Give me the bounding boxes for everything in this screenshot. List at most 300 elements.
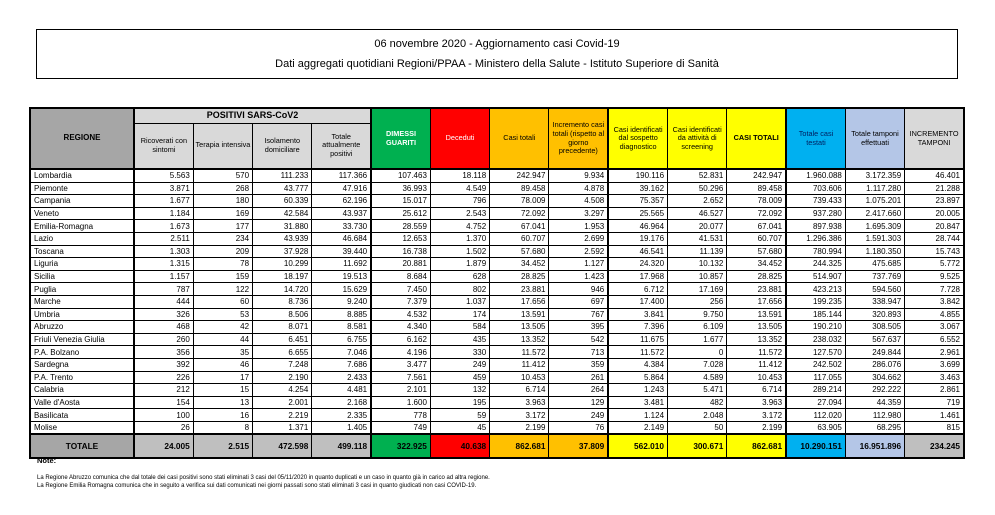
data-cell: 42 (193, 321, 252, 334)
data-cell: 3.172 (490, 409, 549, 422)
data-cell: 34.452 (490, 258, 549, 271)
data-cell: 260 (134, 333, 193, 346)
data-cell: 45 (430, 421, 489, 434)
data-cell: 28.744 (905, 232, 964, 245)
data-cell: 1.371 (253, 421, 312, 434)
data-cell: 28.825 (490, 270, 549, 283)
data-cell: 63.905 (786, 421, 845, 434)
column-header-casi-totali-caps: CASI TOTALI (727, 108, 786, 169)
column-header-casi-sospetto-diagnostico: Casi identificati dal sospetto diagnostico (608, 108, 667, 169)
total-cell: 234.245 (905, 434, 964, 458)
covid-data-table (29, 107, 965, 459)
data-cell: 111.233 (253, 169, 312, 182)
data-cell: 59 (430, 409, 489, 422)
data-cell: 1.037 (430, 295, 489, 308)
total-cell: 24.005 (134, 434, 193, 458)
data-cell: 2.219 (253, 409, 312, 422)
data-cell: 749 (371, 421, 430, 434)
data-cell: 122 (193, 283, 252, 296)
data-cell: 3.481 (608, 396, 667, 409)
total-cell: 862.681 (727, 434, 786, 458)
data-cell: 8.885 (312, 308, 371, 321)
data-cell: 8.736 (253, 295, 312, 308)
data-cell: 60 (193, 295, 252, 308)
column-header-isolamento-domiciliare: Isolamento domiciliare (253, 123, 312, 169)
data-cell: 6.714 (490, 384, 549, 397)
data-cell: 767 (549, 308, 608, 321)
data-cell: 226 (134, 371, 193, 384)
table-row (30, 169, 964, 182)
data-cell: 249 (430, 358, 489, 371)
data-cell: 392 (134, 358, 193, 371)
data-cell: 713 (549, 346, 608, 359)
data-cell: 17.400 (608, 295, 667, 308)
region-name: Calabria (30, 384, 134, 397)
data-cell: 12.653 (371, 232, 430, 245)
data-cell: 17.169 (668, 283, 727, 296)
data-cell: 23.897 (905, 195, 964, 208)
data-cell: 20.005 (905, 207, 964, 220)
data-cell: 42.584 (253, 207, 312, 220)
data-cell: 1.502 (430, 245, 489, 258)
data-cell: 2.149 (608, 421, 667, 434)
data-cell: 117.055 (786, 371, 845, 384)
data-cell: 23.881 (490, 283, 549, 296)
data-cell: 169 (193, 207, 252, 220)
region-name: Lazio (30, 232, 134, 245)
data-cell: 3.871 (134, 182, 193, 195)
data-cell: 10.299 (253, 258, 312, 271)
data-cell: 72.092 (490, 207, 549, 220)
data-cell: 11.412 (490, 358, 549, 371)
data-cell: 286.076 (845, 358, 904, 371)
region-name: P.A. Bolzano (30, 346, 134, 359)
data-cell: 330 (430, 346, 489, 359)
data-cell: 6.655 (253, 346, 312, 359)
data-cell: 304.662 (845, 371, 904, 384)
data-cell: 2.861 (905, 384, 964, 397)
region-name: Valle d'Aosta (30, 396, 134, 409)
total-cell: 2.515 (193, 434, 252, 458)
data-cell: 7.686 (312, 358, 371, 371)
data-cell: 9.240 (312, 295, 371, 308)
total-cell: 10.290.151 (786, 434, 845, 458)
data-cell: 16.738 (371, 245, 430, 258)
data-cell: 28.559 (371, 220, 430, 233)
data-cell: 11.572 (490, 346, 549, 359)
region-name: Sicilia (30, 270, 134, 283)
data-cell: 2.961 (905, 346, 964, 359)
data-cell: 3.297 (549, 207, 608, 220)
data-cell: 780.994 (786, 245, 845, 258)
region-name: Sardegna (30, 358, 134, 371)
data-cell: 57.680 (727, 245, 786, 258)
data-cell: 13.591 (490, 308, 549, 321)
data-cell: 112.020 (786, 409, 845, 422)
data-cell: 44.359 (845, 396, 904, 409)
data-cell: 68.295 (845, 421, 904, 434)
data-cell: 25.565 (608, 207, 667, 220)
data-cell: 11.675 (608, 333, 667, 346)
data-cell: 19.176 (608, 232, 667, 245)
data-cell: 46.527 (668, 207, 727, 220)
data-cell: 435 (430, 333, 489, 346)
data-cell: 1.405 (312, 421, 371, 434)
data-cell: 1.315 (134, 258, 193, 271)
column-header-incremento-tamponi: INCREMENTO TAMPONI (905, 108, 964, 169)
data-cell: 359 (549, 358, 608, 371)
data-cell: 7.561 (371, 371, 430, 384)
data-cell: 308.505 (845, 321, 904, 334)
data-cell: 1.127 (549, 258, 608, 271)
data-cell: 41.531 (668, 232, 727, 245)
title-box (36, 29, 958, 79)
data-cell: 127.570 (786, 346, 845, 359)
data-cell: 1.157 (134, 270, 193, 283)
data-cell: 60.339 (253, 195, 312, 208)
region-name: Abruzzo (30, 321, 134, 334)
data-cell: 78.009 (727, 195, 786, 208)
region-name: Basilicata (30, 409, 134, 422)
data-cell: 1.591.303 (845, 232, 904, 245)
data-cell: 107.463 (371, 169, 430, 182)
data-cell: 9.525 (905, 270, 964, 283)
data-cell: 242.502 (786, 358, 845, 371)
notes-text (37, 474, 490, 490)
data-cell: 67.041 (727, 220, 786, 233)
data-cell: 7.046 (312, 346, 371, 359)
data-cell: 937.280 (786, 207, 845, 220)
data-cell: 18.118 (430, 169, 489, 182)
data-cell: 2.199 (727, 421, 786, 434)
data-cell: 787 (134, 283, 193, 296)
data-cell: 475.685 (845, 258, 904, 271)
data-cell: 10.453 (727, 371, 786, 384)
data-cell: 7.379 (371, 295, 430, 308)
column-header-regione: REGIONE (30, 108, 134, 169)
data-cell: 50 (668, 421, 727, 434)
data-cell: 4.196 (371, 346, 430, 359)
total-cell: 562.010 (608, 434, 667, 458)
data-cell: 7.396 (608, 321, 667, 334)
region-name: Lombardia (30, 169, 134, 182)
data-cell: 395 (549, 321, 608, 334)
data-cell: 2.417.660 (845, 207, 904, 220)
data-cell: 31.880 (253, 220, 312, 233)
data-cell: 249 (549, 409, 608, 422)
total-cell: 16.951.896 (845, 434, 904, 458)
data-cell: 1.673 (134, 220, 193, 233)
data-cell: 356 (134, 346, 193, 359)
data-cell: 264 (549, 384, 608, 397)
data-cell: 60.707 (490, 232, 549, 245)
total-row (30, 434, 964, 458)
data-cell: 2.199 (490, 421, 549, 434)
data-cell: 46.541 (608, 245, 667, 258)
data-cell: 34.452 (727, 258, 786, 271)
data-cell: 268 (193, 182, 252, 195)
data-cell: 159 (193, 270, 252, 283)
table-row (30, 232, 964, 245)
notes-label: Note: (37, 456, 57, 465)
data-cell: 9.750 (668, 308, 727, 321)
data-cell: 7.248 (253, 358, 312, 371)
data-cell: 13.591 (727, 308, 786, 321)
data-cell: 4.549 (430, 182, 489, 195)
data-cell: 2.433 (312, 371, 371, 384)
data-cell: 6.714 (727, 384, 786, 397)
data-cell: 2.543 (430, 207, 489, 220)
data-cell: 0 (668, 346, 727, 359)
data-cell: 78 (193, 258, 252, 271)
table-body (30, 169, 964, 434)
data-cell: 1.243 (608, 384, 667, 397)
data-cell: 6.451 (253, 333, 312, 346)
data-cell: 697 (549, 295, 608, 308)
table-row (30, 245, 964, 258)
data-cell: 1.180.350 (845, 245, 904, 258)
data-cell: 5.772 (905, 258, 964, 271)
data-cell: 3.172 (727, 409, 786, 422)
data-cell: 242.947 (727, 169, 786, 182)
data-cell: 1.953 (549, 220, 608, 233)
data-cell: 15.017 (371, 195, 430, 208)
total-cell: 322.925 (371, 434, 430, 458)
data-cell: 1.124 (608, 409, 667, 422)
data-cell: 11.412 (727, 358, 786, 371)
data-cell: 320.893 (845, 308, 904, 321)
data-cell: 1.677 (134, 195, 193, 208)
data-cell: 20.881 (371, 258, 430, 271)
total-cell: 862.681 (490, 434, 549, 458)
column-header-dimessi-guariti: DIMESSI GUARITI (371, 108, 430, 169)
data-cell: 6.109 (668, 321, 727, 334)
data-cell: 1.600 (371, 396, 430, 409)
data-cell: 570 (193, 169, 252, 182)
data-cell: 18.197 (253, 270, 312, 283)
data-cell: 567.637 (845, 333, 904, 346)
table-header (30, 108, 964, 169)
region-name: Puglia (30, 283, 134, 296)
table-row (30, 384, 964, 397)
table-row (30, 308, 964, 321)
data-cell: 13.352 (727, 333, 786, 346)
data-cell: 11.139 (668, 245, 727, 258)
data-cell: 10.857 (668, 270, 727, 283)
covid-table-wrap (29, 107, 965, 459)
data-cell: 2.511 (134, 232, 193, 245)
data-cell: 7.028 (668, 358, 727, 371)
data-cell: 21.288 (905, 182, 964, 195)
data-cell: 423.213 (786, 283, 845, 296)
data-cell: 4.254 (253, 384, 312, 397)
data-cell: 53 (193, 308, 252, 321)
table-row (30, 258, 964, 271)
table-row (30, 295, 964, 308)
data-cell: 212 (134, 384, 193, 397)
data-cell: 256 (668, 295, 727, 308)
data-cell: 3.172.359 (845, 169, 904, 182)
data-cell: 2.048 (668, 409, 727, 422)
column-header-casi-totali: Casi totali (490, 108, 549, 169)
data-cell: 739.433 (786, 195, 845, 208)
data-cell: 3.963 (727, 396, 786, 409)
data-cell: 28.825 (727, 270, 786, 283)
data-cell: 1.677 (668, 333, 727, 346)
data-cell: 6.712 (608, 283, 667, 296)
data-cell: 15.629 (312, 283, 371, 296)
column-header-totale-tamponi: Totale tamponi effettuati (845, 108, 904, 169)
total-cell: 300.671 (668, 434, 727, 458)
data-cell: 43.777 (253, 182, 312, 195)
total-label: TOTALE (30, 434, 134, 458)
data-cell: 25.612 (371, 207, 430, 220)
data-cell: 8.506 (253, 308, 312, 321)
data-cell: 292.222 (845, 384, 904, 397)
data-cell: 17.656 (490, 295, 549, 308)
data-cell: 468 (134, 321, 193, 334)
data-cell: 72.092 (727, 207, 786, 220)
data-cell: 37.928 (253, 245, 312, 258)
data-cell: 802 (430, 283, 489, 296)
total-cell: 472.598 (253, 434, 312, 458)
data-cell: 1.695.309 (845, 220, 904, 233)
data-cell: 6.162 (371, 333, 430, 346)
data-cell: 242.947 (490, 169, 549, 182)
data-cell: 10.132 (668, 258, 727, 271)
data-cell: 238.032 (786, 333, 845, 346)
data-cell: 2.190 (253, 371, 312, 384)
data-cell: 2.001 (253, 396, 312, 409)
table-row (30, 207, 964, 220)
table-row (30, 283, 964, 296)
data-cell: 3.841 (608, 308, 667, 321)
data-cell: 249.844 (845, 346, 904, 359)
data-cell: 39.440 (312, 245, 371, 258)
data-cell: 209 (193, 245, 252, 258)
region-name: P.A. Trento (30, 371, 134, 384)
data-cell: 50.296 (668, 182, 727, 195)
data-cell: 15 (193, 384, 252, 397)
data-cell: 190.116 (608, 169, 667, 182)
table-row (30, 358, 964, 371)
data-cell: 4.752 (430, 220, 489, 233)
data-cell: 4.508 (549, 195, 608, 208)
data-cell: 17.656 (727, 295, 786, 308)
data-cell: 89.458 (490, 182, 549, 195)
data-cell: 67.041 (490, 220, 549, 233)
data-cell: 13.352 (490, 333, 549, 346)
column-header-totale-casi-testati: Totale casi testati (786, 108, 845, 169)
data-cell: 6.552 (905, 333, 964, 346)
data-cell: 7.450 (371, 283, 430, 296)
data-cell: 3.842 (905, 295, 964, 308)
data-cell: 4.384 (608, 358, 667, 371)
title-line-2: Dati aggregati quotidiani Regioni/PPAA - Ministero della Salute - Istituto Superiore di Sanità (275, 58, 719, 70)
total-cell: 37.809 (549, 434, 608, 458)
data-cell: 10.453 (490, 371, 549, 384)
region-name: Toscana (30, 245, 134, 258)
data-cell: 946 (549, 283, 608, 296)
data-cell: 2.592 (549, 245, 608, 258)
data-cell: 2.699 (549, 232, 608, 245)
data-cell: 3.477 (371, 358, 430, 371)
data-cell: 117.366 (312, 169, 371, 182)
column-header-incremento-casi-totali: Incremento casi totali (rispetto al giorno precedente) (549, 108, 608, 169)
data-cell: 23.881 (727, 283, 786, 296)
data-cell: 19.513 (312, 270, 371, 283)
data-cell: 20.847 (905, 220, 964, 233)
data-cell: 719 (905, 396, 964, 409)
region-name: Piemonte (30, 182, 134, 195)
title-line-1: 06 novembre 2020 - Aggiornamento casi Covid-19 (374, 38, 620, 50)
data-cell: 4.481 (312, 384, 371, 397)
table-row (30, 396, 964, 409)
data-cell: 8.684 (371, 270, 430, 283)
data-cell: 1.370 (430, 232, 489, 245)
data-cell: 43.937 (312, 207, 371, 220)
data-cell: 2.168 (312, 396, 371, 409)
data-cell: 36.993 (371, 182, 430, 195)
table-row (30, 421, 964, 434)
data-cell: 112.980 (845, 409, 904, 422)
data-cell: 1.879 (430, 258, 489, 271)
data-cell: 703.606 (786, 182, 845, 195)
data-cell: 11.692 (312, 258, 371, 271)
data-cell: 584 (430, 321, 489, 334)
data-cell: 52.831 (668, 169, 727, 182)
note-line-abruzzo: La Regione Abruzzo comunica che dal totale dei casi positivi sono stati eliminati 3 casi del 05/11/2020 in quanto duplicati e un caso in quanto già in carico ad altra regione. (37, 475, 490, 481)
data-cell: 76 (549, 421, 608, 434)
data-cell: 154 (134, 396, 193, 409)
data-cell: 8.581 (312, 321, 371, 334)
table-row (30, 220, 964, 233)
data-cell: 46.401 (905, 169, 964, 182)
data-cell: 897.938 (786, 220, 845, 233)
data-cell: 444 (134, 295, 193, 308)
table-row (30, 270, 964, 283)
data-cell: 132 (430, 384, 489, 397)
data-cell: 3.067 (905, 321, 964, 334)
data-cell: 185.144 (786, 308, 845, 321)
data-cell: 5.864 (608, 371, 667, 384)
data-cell: 100 (134, 409, 193, 422)
data-cell: 15.743 (905, 245, 964, 258)
data-cell: 5.563 (134, 169, 193, 182)
column-header-deceduti: Deceduti (430, 108, 489, 169)
data-cell: 3.463 (905, 371, 964, 384)
data-cell: 244.325 (786, 258, 845, 271)
data-cell: 8.071 (253, 321, 312, 334)
data-cell: 13.505 (490, 321, 549, 334)
data-cell: 33.730 (312, 220, 371, 233)
data-cell: 177 (193, 220, 252, 233)
table-row (30, 321, 964, 334)
column-header-casi-screening: Casi identificati da attività di screening (668, 108, 727, 169)
data-cell: 26 (134, 421, 193, 434)
data-cell: 57.680 (490, 245, 549, 258)
data-cell: 35 (193, 346, 252, 359)
table-row (30, 182, 964, 195)
data-cell: 4.532 (371, 308, 430, 321)
data-cell: 628 (430, 270, 489, 283)
data-cell: 542 (549, 333, 608, 346)
data-cell: 4.855 (905, 308, 964, 321)
data-cell: 11.572 (727, 346, 786, 359)
region-name: Friuli Venezia Giulia (30, 333, 134, 346)
data-cell: 514.907 (786, 270, 845, 283)
data-cell: 2.101 (371, 384, 430, 397)
